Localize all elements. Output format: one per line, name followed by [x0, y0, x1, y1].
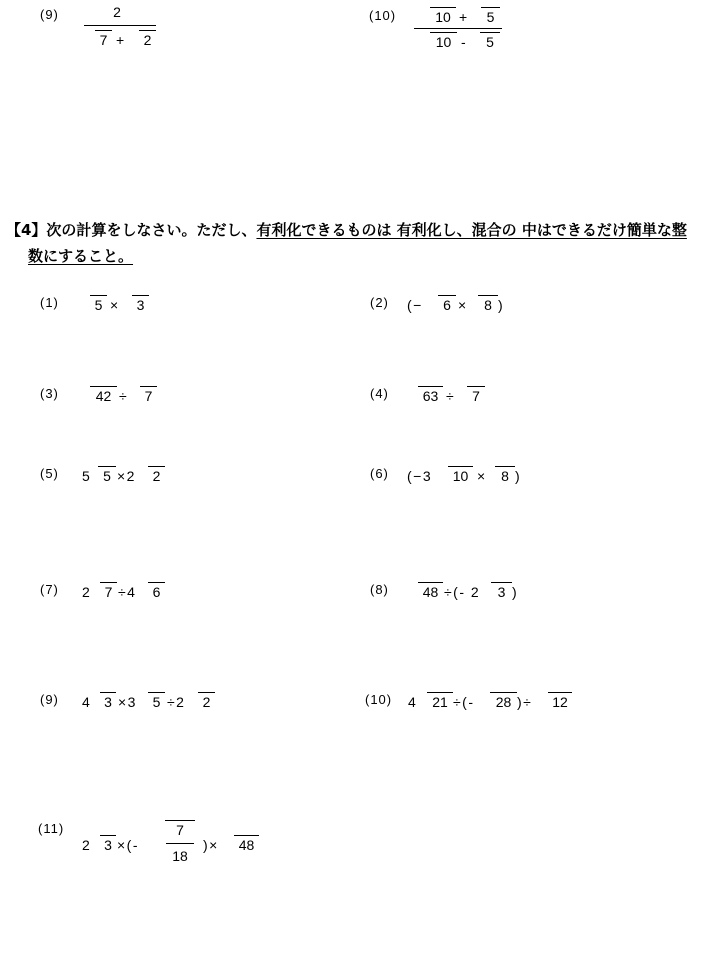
problem-label: (7): [40, 582, 59, 597]
operator: -: [461, 34, 468, 50]
problem-label: (10): [365, 692, 393, 707]
radicand: 6: [148, 582, 165, 599]
coefficient: 2: [82, 584, 92, 600]
problem-label: (10): [369, 8, 397, 23]
operator: ÷(-: [453, 694, 475, 710]
radicand: 10: [448, 466, 473, 483]
problem-label: (2): [370, 295, 389, 310]
fraction-numerator-radicand: 7: [165, 820, 195, 837]
radicand: 7: [140, 386, 157, 403]
operator: ×: [458, 297, 468, 313]
radicand: 5: [90, 295, 107, 312]
radicand: 10: [430, 32, 457, 49]
radicand: 5: [480, 32, 500, 49]
radicand: 8: [478, 295, 498, 312]
instruction-emphasis: 有利化できるものは 有利化し、混合の 中はできるだけ簡単な整: [256, 221, 687, 239]
radicand: 3: [491, 582, 512, 599]
radicand: 63: [418, 386, 443, 403]
operator: ): [498, 297, 505, 313]
radicand: 3: [100, 692, 116, 709]
radicand: 12: [548, 692, 572, 709]
fraction-bar: [166, 843, 194, 844]
radicand: 3: [132, 295, 149, 312]
coefficient: 4: [82, 694, 92, 710]
radicand: 48: [418, 582, 443, 599]
coefficient: 2: [82, 837, 92, 853]
radicand: 5: [148, 692, 165, 709]
operator: ÷2: [167, 694, 186, 710]
radicand: 7: [467, 386, 485, 403]
problem-8: [0, 582, 708, 602]
operator: ÷(- 2: [444, 584, 481, 600]
section-heading: [6, 221, 687, 239]
instruction-emphasis-cont: 数にすること。: [28, 247, 134, 265]
problem-6: [0, 466, 708, 486]
operator: ×3: [118, 694, 137, 710]
operator: ×(-: [117, 837, 139, 853]
problem-11: [0, 821, 708, 855]
operator: ×: [110, 297, 120, 313]
radicand: 10: [430, 7, 456, 24]
numerator: 2: [113, 4, 121, 20]
operator: ×: [477, 468, 487, 484]
instruction-text: 【4】次の計算をしなさい。ただし、: [6, 221, 257, 239]
section-heading-continued: [28, 247, 133, 265]
radicand: 2: [139, 30, 156, 47]
radicand: 42: [90, 386, 117, 403]
problem-label: (3): [40, 386, 59, 401]
operator: ): [512, 584, 519, 600]
coefficient: 5: [82, 468, 92, 484]
operator: ÷: [446, 388, 456, 404]
denominator: [0, 32, 708, 52]
operator: +: [459, 9, 469, 25]
operator: +: [116, 32, 126, 48]
problem-label: (11): [38, 821, 65, 836]
operator: ): [515, 468, 522, 484]
radicand: 2: [198, 692, 215, 709]
radicand: 5: [481, 7, 500, 24]
problem-label: (5): [40, 466, 59, 481]
problem-10: [0, 692, 708, 712]
radicand: 7: [100, 582, 117, 599]
radicand: 8: [495, 466, 515, 483]
operator: ÷: [119, 388, 129, 404]
problem-label: (4): [370, 386, 389, 401]
operator: ÷4: [118, 584, 137, 600]
operator: )×: [203, 837, 219, 853]
operator: (−3: [407, 468, 433, 484]
problem-label: (1): [40, 295, 59, 310]
problem-2: [0, 295, 708, 315]
fraction-bar: [414, 28, 502, 29]
radicand: 28: [490, 692, 517, 709]
radicand: 7: [95, 30, 112, 47]
problem-label: (6): [370, 466, 389, 481]
numerator: [0, 4, 708, 27]
radicand: 2: [148, 466, 165, 483]
problem-label: (9): [40, 692, 59, 707]
radicand: 3: [100, 835, 116, 852]
radicand: 6: [438, 295, 456, 312]
problem-label: (9): [40, 7, 59, 22]
operator: (−: [407, 297, 423, 313]
problem-4: [0, 386, 708, 406]
radicand: 21: [427, 692, 453, 709]
fraction-denominator: 18: [172, 848, 188, 864]
coefficient: 4: [408, 694, 418, 710]
radicand: 5: [98, 466, 116, 483]
operator: )÷: [517, 694, 533, 710]
radicand: 48: [234, 835, 259, 852]
operator: ×2: [117, 468, 136, 484]
problem-label: (8): [370, 582, 389, 597]
